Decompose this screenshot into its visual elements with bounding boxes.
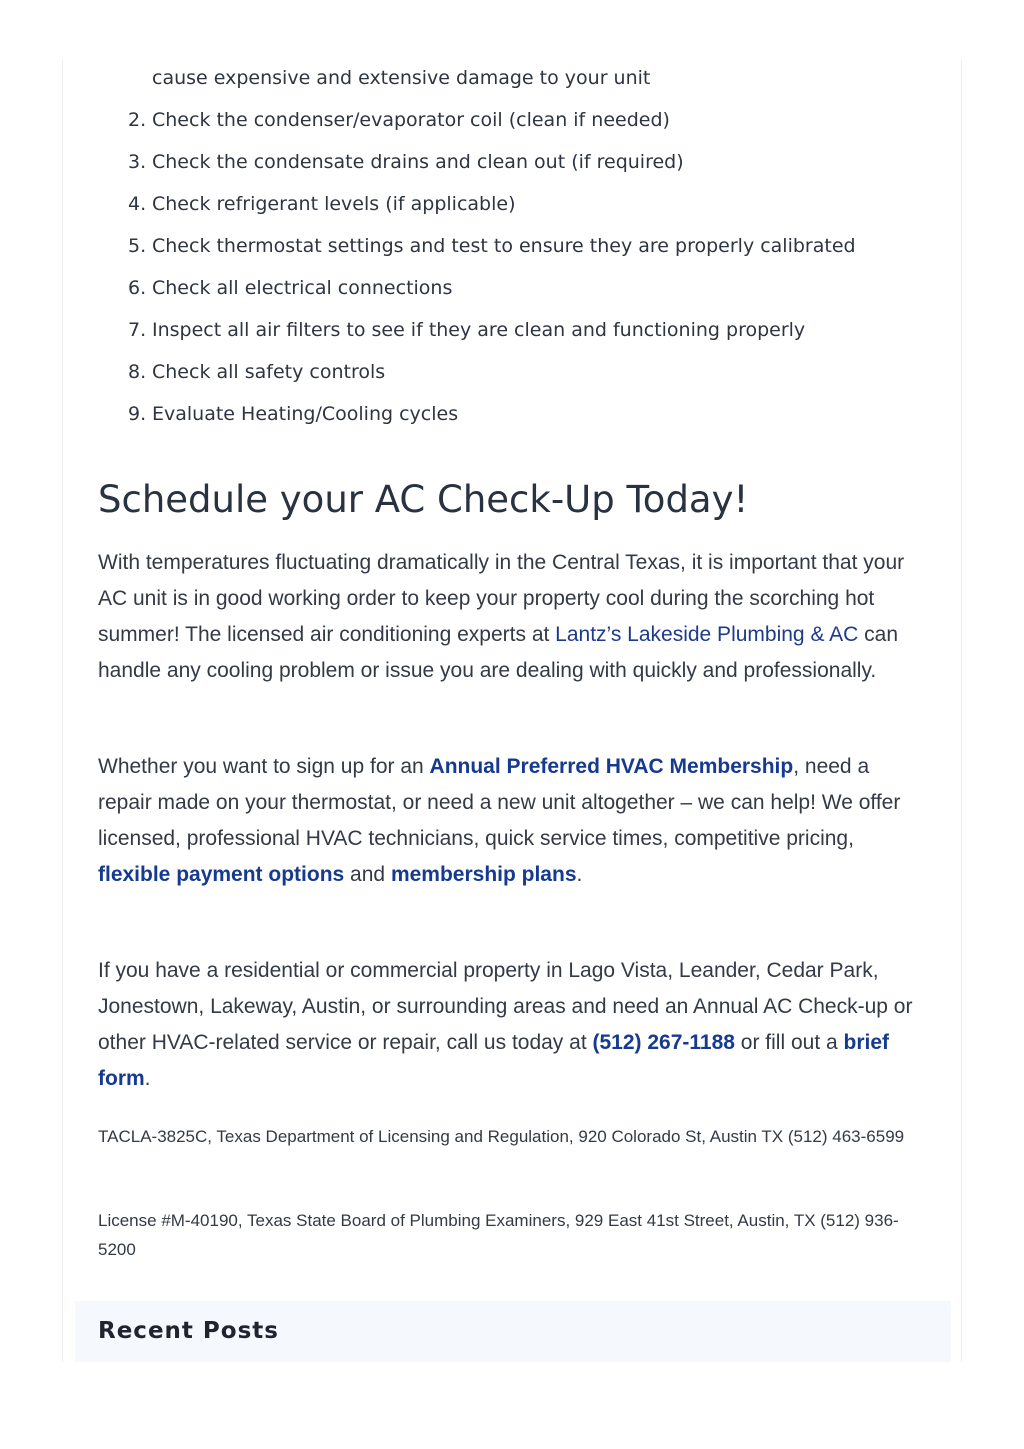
recent-posts-widget <box>75 1301 951 1362</box>
list-item <box>98 400 856 442</box>
contact-paragraph <box>98 953 928 1097</box>
list-item-text: Check the condensate drains and clean out (if required) <box>152 151 684 173</box>
paragraph-text: . <box>576 863 583 886</box>
list-item <box>98 358 856 400</box>
services-paragraph <box>98 749 928 893</box>
list-number: 6. <box>128 277 147 299</box>
list-item-text: Evaluate Heating/Cooling cycles <box>152 403 459 425</box>
list-number: 5. <box>128 235 147 257</box>
paragraph-text: , need a repair made on your thermostat, or need a new unit altogether – we can help! We offer licensed, professional HVAC technicians, quick service times, competitive pricing, <box>98 755 901 850</box>
intro-paragraph <box>98 545 928 689</box>
payment-options-link[interactable]: flexible payment options <box>98 863 345 886</box>
paragraph-text: If you have a residential or commercial property in Lago Vista, Leander, Cedar Park, Jonestown, Lakeway, Austin, or surrounding areas and need an Annual AC Check-up or other HVAC-related service or repair, call us today at <box>98 959 913 1054</box>
paragraph-text: . <box>144 1067 151 1090</box>
list-item <box>98 190 856 232</box>
checklist <box>98 106 856 442</box>
paragraph-text: Whether you want to sign up for an <box>98 755 430 778</box>
paragraph-text: and <box>344 863 391 886</box>
list-number: 8. <box>128 361 147 383</box>
license-info-tdlr: TACLA-3825C, Texas Department of Licensing and Regulation, 920 Colorado St, Austin TX (512) 463-6599 <box>98 1127 905 1146</box>
list-item-text: Inspect all air filters to see if they are clean and functioning properly <box>152 319 806 341</box>
company-link[interactable]: Lantz’s Lakeside Plumbing & AC <box>555 623 859 646</box>
membership-link[interactable]: Annual Preferred HVAC Membership <box>429 755 794 778</box>
list-item <box>98 316 856 358</box>
membership-plans-link[interactable]: membership plans <box>390 863 577 886</box>
brief-form-link[interactable]: brief form <box>98 1031 890 1090</box>
list-item-text: Check all electrical connections <box>152 277 453 299</box>
list-item-text: Check all safety controls <box>152 361 386 383</box>
list-number: 7. <box>128 319 147 341</box>
section-heading: Schedule your AC Check-Up Today! <box>98 478 749 521</box>
list-item <box>98 274 856 316</box>
list-item-text: Check the condenser/evaporator coil (clean if needed) <box>152 109 670 131</box>
list-item <box>98 148 856 190</box>
list-item <box>98 106 856 148</box>
paragraph-text: or fill out a <box>734 1031 844 1054</box>
list-number: 3. <box>128 151 147 173</box>
list-number: 2. <box>128 109 147 131</box>
list-item-text: Check thermostat settings and test to ensure they are properly calibrated <box>152 235 856 257</box>
paragraph-text: can handle any cooling problem or issue you are dealing with quickly and professionally. <box>98 623 899 682</box>
list-number: 4. <box>128 193 147 215</box>
list-number: 9. <box>128 403 147 425</box>
list-item <box>98 232 856 274</box>
recent-posts-title: Recent Posts <box>98 1318 279 1344</box>
phone-link[interactable]: (512) 267-1188 <box>592 1031 735 1054</box>
list-item-text: Check refrigerant levels (if applicable) <box>152 193 516 215</box>
paragraph-text: With temperatures fluctuating dramatically in the Central Texas, it is important that your AC unit is in good working order to keep your property cool during the scorching hot summer! The licensed air conditioning experts at <box>98 551 905 646</box>
license-info-plumbing: License #M-40190, Texas State Board of Plumbing Examiners, 929 East 41st Street, Austin, TX (512) 936-5200 <box>98 1211 899 1259</box>
list-item-continuation: cause expensive and extensive damage to your unit <box>152 67 651 89</box>
